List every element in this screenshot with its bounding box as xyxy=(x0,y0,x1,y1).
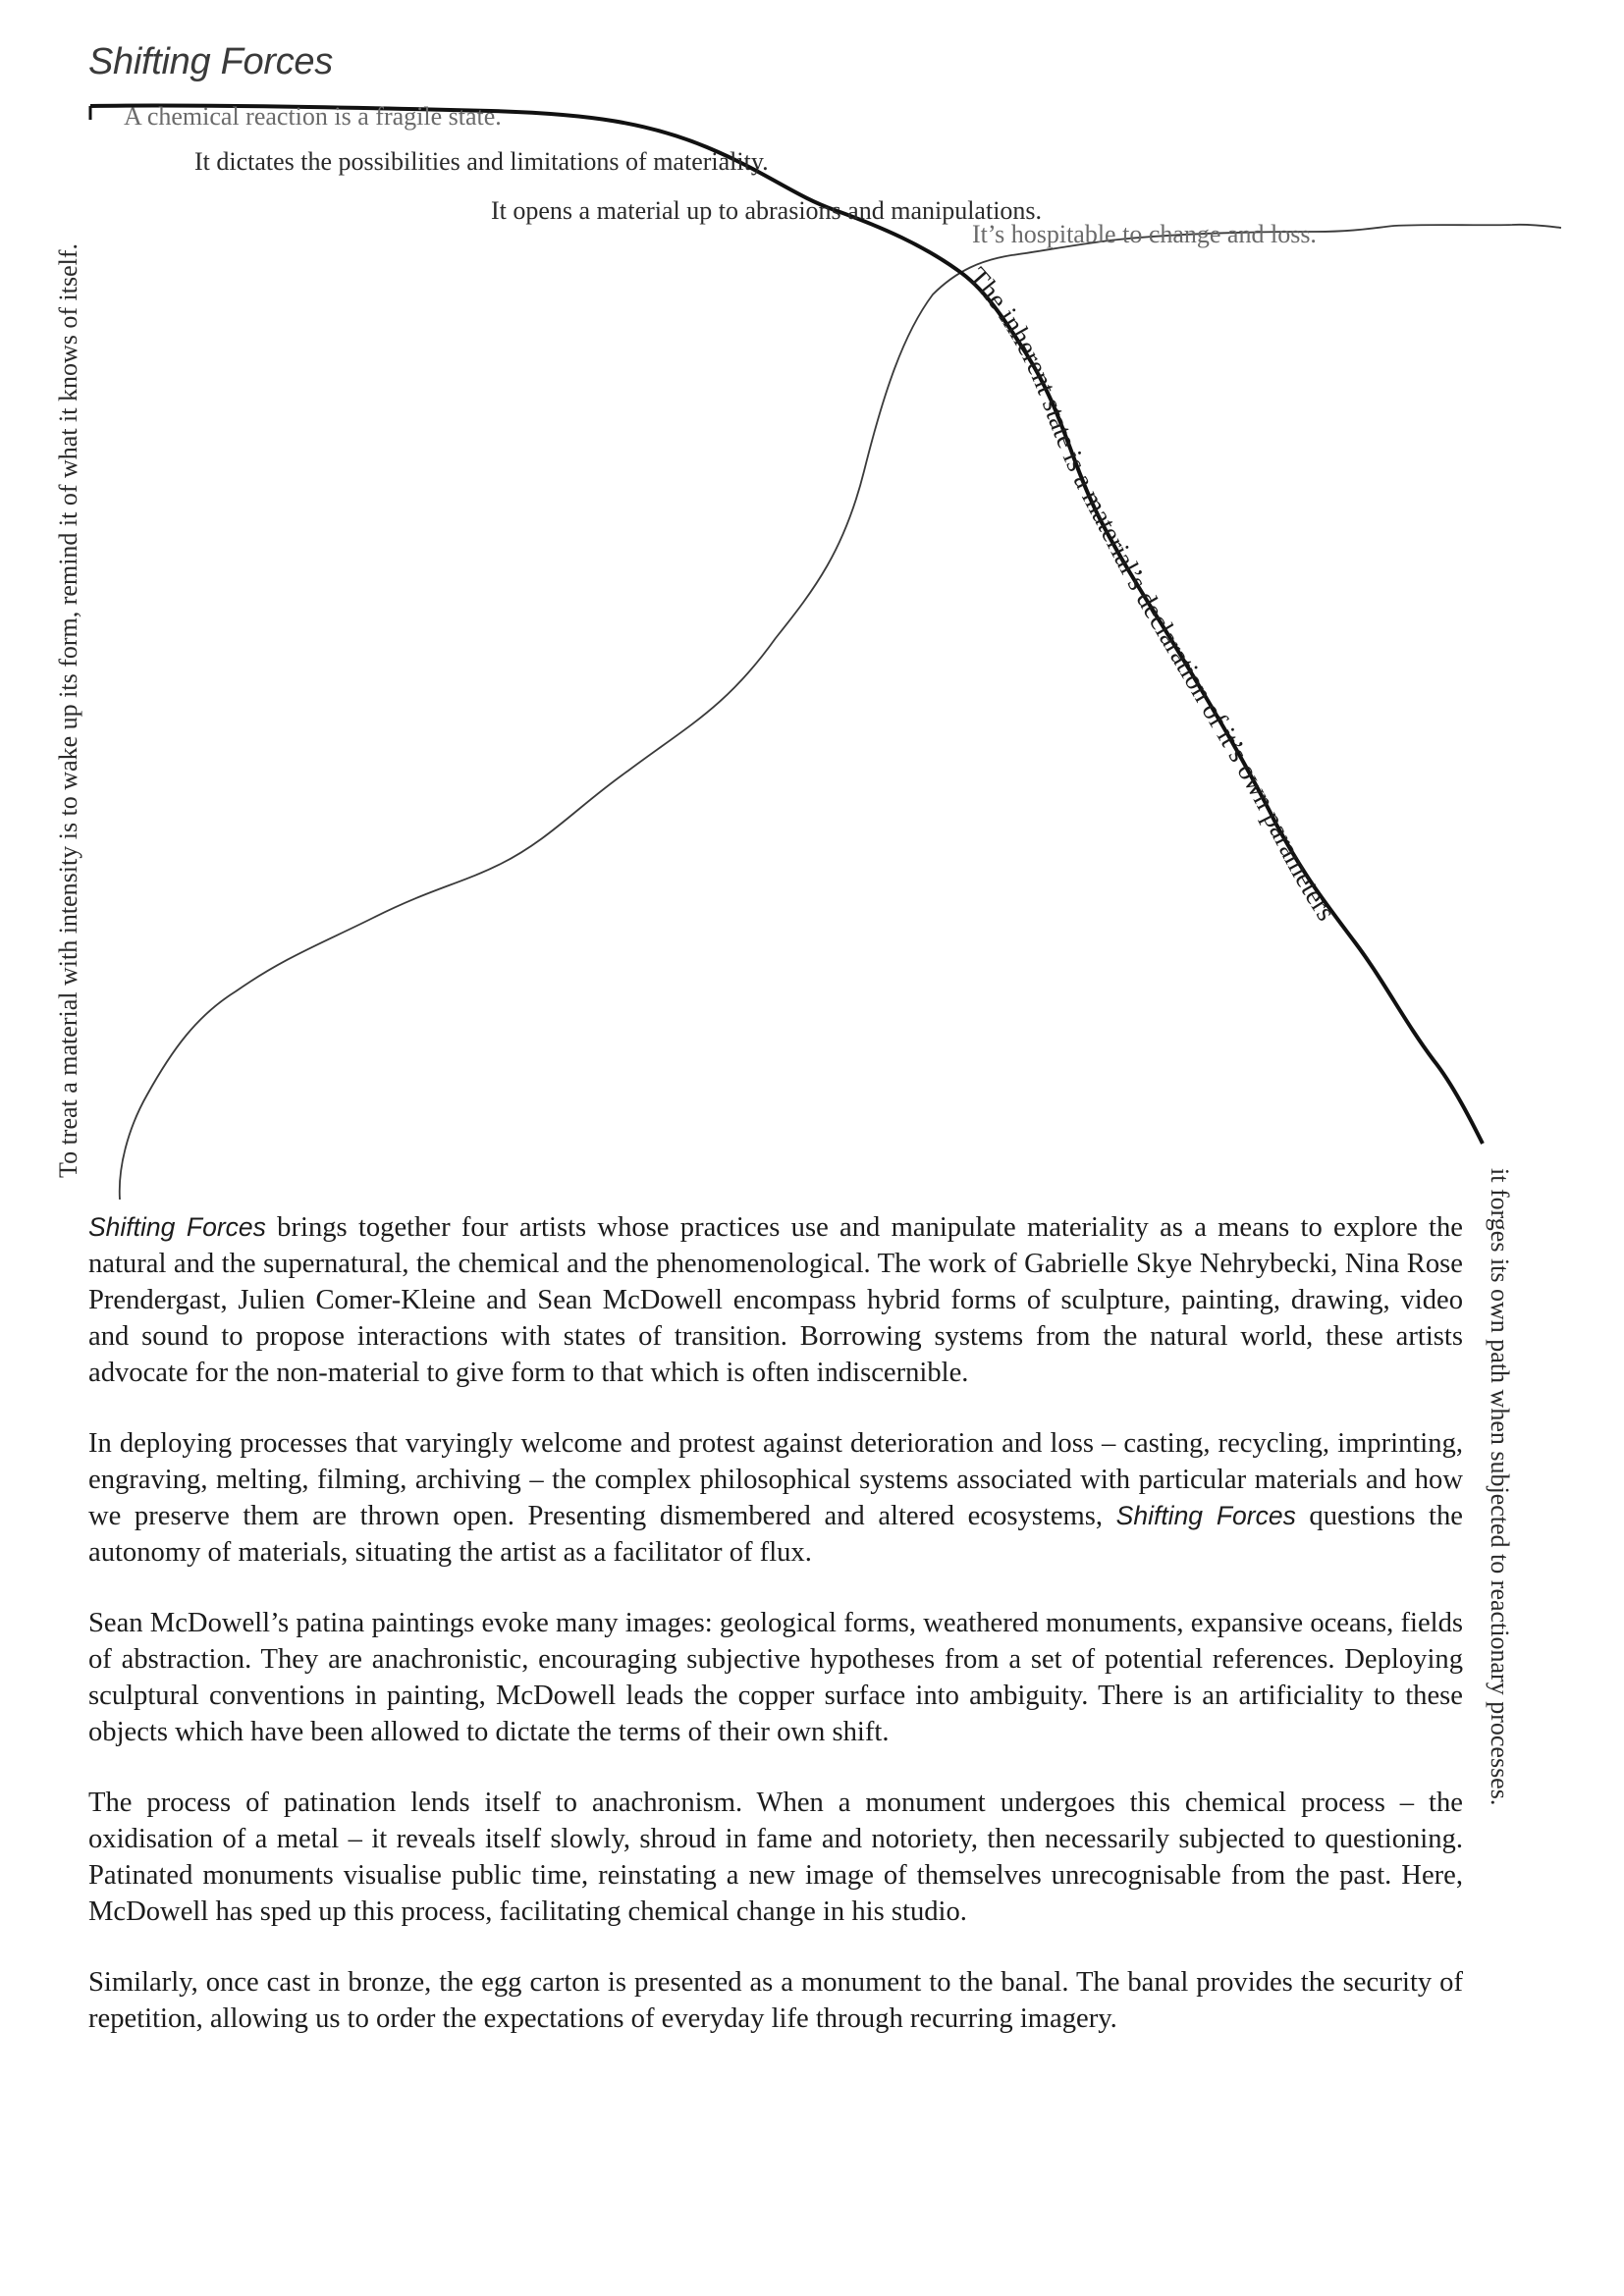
body-text xyxy=(88,1209,1463,2071)
paragraph-3: Sean McDowell’s patina paintings evoke many images: geological forms, weathered monuments, expansive oceans, fields of abstraction. They are anachronistic, encouraging subjective hypotheses from a set of potential references. Deploying sculptural conventions in painting, McDowell leads the copper surface into ambiguity. There is an artificiality to these objects which have been allowed to dictate the terms of their own shift. xyxy=(88,1608,1463,1747)
poem-line-1: A chemical reaction is a fragile state. xyxy=(124,102,502,131)
paragraph-5: Similarly, once cast in bronze, the egg carton is presented as a monument to the banal. The banal provides the security of repetition, allowing us to order the expectations of everyday life through recurring imagery. xyxy=(88,1967,1463,2034)
vertical-left-text: To treat a material with intensity is to wake up its form, remind it of what it knows of itself. xyxy=(54,242,82,1178)
rising-thin-line xyxy=(120,225,1561,1200)
vertical-right-text: it forges its own path when subjected to reactionary processes. xyxy=(1486,1168,1514,1806)
paragraph-2: In deploying processes that varyingly welcome and protest against deterioration and loss – casting, recycling, imprinting, engraving, melting, filming, archiving – the complex philosophical systems associated with particular materials and how we preserve them are thrown open. Presenting dismembered and altered ecosystems, Shifting Forces questions the autonomy of materials, situating the artist as a facilitator of flux. xyxy=(88,1428,1463,1568)
curve-text: The inherent state is a material’s declaration of it’s own parameters xyxy=(961,261,1341,927)
exhibition-title-inline: Shifting Forces xyxy=(1115,1501,1296,1530)
paragraph-4: The process of patination lends itself to anachronism. When a monument undergoes this chemical process – the oxidisation of a metal – it reveals itself slowly, shroud in fame and notoriety, then necessarily subjected to questioning. Patinated monuments visualise public time, reinstating a new image of themselves unrecognisable from the past. Here, McDowell has sped up this process, facilitating chemical change in his studio. xyxy=(88,1788,1463,1927)
poem-line-3: It opens a material up to abrasions and manipulations. xyxy=(491,196,1043,225)
poem-line-2: It dictates the possibilities and limitations of materiality. xyxy=(194,147,769,176)
paragraph-1: Shifting Forces brings together four artists whose practices use and manipulate materiality as a means to explore the natural and the supernatural, the chemical and the phenomenological. The work of Gabrielle Skye Nehrybecki, Nina Rose Prendergast, Julien Comer-Kleine and Sean McDowell encompass hybrid forms of sculpture, painting, drawing, video and sound to propose interactions with states of transition. Borrowing systems from the natural world, these artists advocate for the non-material to give form to that which is often indiscernible. xyxy=(88,1212,1463,1388)
poem-line-4: It’s hospitable to change and loss. xyxy=(972,220,1317,248)
page-title: Shifting Forces xyxy=(88,41,333,82)
exhibition-title-inline: Shifting Forces xyxy=(88,1212,266,1242)
